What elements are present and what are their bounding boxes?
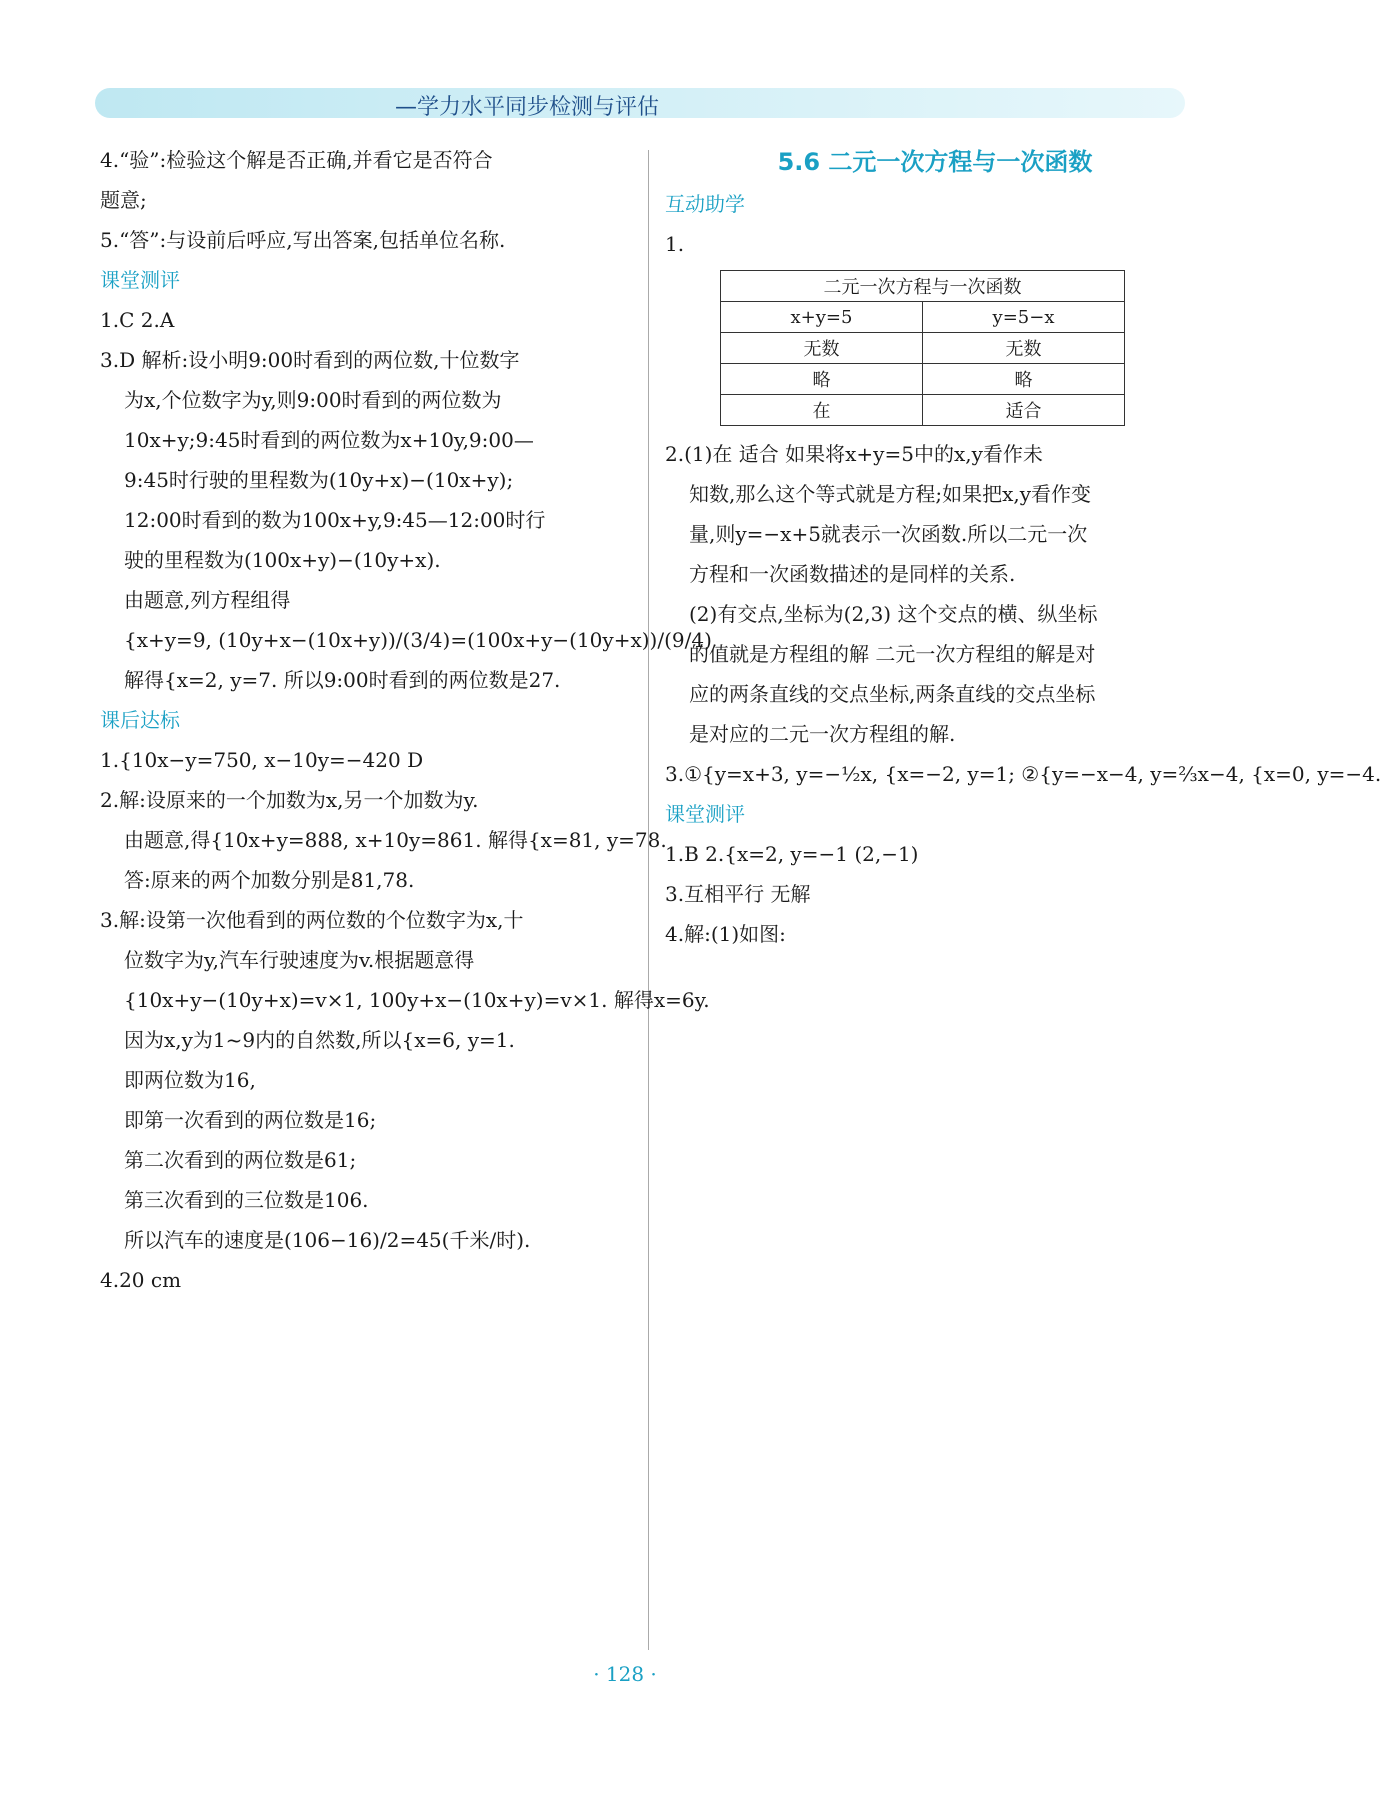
text-line: {x+y=9, (10y+x−(10x+y))/(3/4)=(100x+y−(10y+x))/(9/4) bbox=[124, 628, 712, 652]
section-heading: 课堂测评 bbox=[100, 268, 180, 292]
right-column bbox=[665, 140, 1381, 954]
text-line: 知数,那么这个等式就是方程;如果把x,y看作变 bbox=[689, 482, 1092, 506]
text-line: 4.解:(1)如图: bbox=[665, 922, 786, 946]
text-line: 位数字为y,汽车行驶速度为v.根据题意得 bbox=[124, 948, 475, 972]
text-line: 答:原来的两个加数分别是81,78. bbox=[124, 868, 415, 892]
text-line: 驶的里程数为(100x+y)−(10y+x). bbox=[124, 548, 441, 572]
table-cell: 适合 bbox=[923, 395, 1125, 426]
table-cell: 无数 bbox=[923, 333, 1125, 364]
text-line: 应的两条直线的交点坐标,两条直线的交点坐标 bbox=[689, 682, 1096, 706]
text-line: 为x,个位数字为y,则9:00时看到的两位数为 bbox=[124, 388, 502, 412]
text-line: 4.20 cm bbox=[100, 1268, 182, 1292]
text-line: 2.(1)在 适合 如果将x+y=5中的x,y看作未 bbox=[665, 442, 1043, 466]
text-line: 是对应的二元一次方程组的解. bbox=[689, 722, 956, 746]
section-heading: 课堂测评 bbox=[665, 802, 745, 826]
text-line: {10x+y−(10y+x)=v×1, 100y+x−(10x+y)=v×1. 解得x=6y. bbox=[124, 988, 710, 1012]
text-line: 因为x,y为1~9内的自然数,所以{x=6, y=1. bbox=[124, 1028, 515, 1052]
text-line: 3.①{y=x+3, y=−½x, {x=−2, y=1; ②{y=−x−4, y=⅔x−4, {x=0, y=−4. bbox=[665, 762, 1381, 786]
text-line: 由题意,列方程组得 bbox=[124, 588, 291, 612]
page-number: · 128 · bbox=[593, 1662, 657, 1686]
text-line: 5.“答”:与设前后呼应,写出答案,包括单位名称. bbox=[100, 228, 506, 252]
text-line: 题意; bbox=[100, 188, 147, 212]
table-cell: 略 bbox=[923, 364, 1125, 395]
table-cell: 略 bbox=[721, 364, 923, 395]
table-cell: 无数 bbox=[721, 333, 923, 364]
text-line: 3.解:设第一次他看到的两位数的个位数字为x,十 bbox=[100, 908, 524, 932]
text-line: 即第一次看到的两位数是16; bbox=[124, 1108, 377, 1132]
text-line: 9:45时行驶的里程数为(10y+x)−(10x+y); bbox=[124, 468, 514, 492]
text-line: 3.D 解析:设小明9:00时看到的两位数,十位数字 bbox=[100, 348, 520, 372]
text-line: 即两位数为16, bbox=[124, 1068, 256, 1092]
table-header: 二元一次方程与一次函数 bbox=[721, 271, 1125, 302]
text-line: 3.互相平行 无解 bbox=[665, 882, 811, 906]
text-line: 方程和一次函数描述的是同样的关系. bbox=[689, 562, 1016, 586]
text-line: 1.C 2.A bbox=[100, 308, 175, 332]
text-line: 1.B 2.{x=2, y=−1 (2,−1) bbox=[665, 842, 919, 866]
column-divider bbox=[648, 150, 649, 1650]
text-line: 第二次看到的两位数是61; bbox=[124, 1148, 357, 1172]
text-line: 12:00时看到的数为100x+y,9:45—12:00时行 bbox=[124, 508, 546, 532]
table-cell: y=5−x bbox=[923, 302, 1125, 333]
table-cell: 在 bbox=[721, 395, 923, 426]
text-line: 的值就是方程组的解 二元一次方程组的解是对 bbox=[689, 642, 1096, 666]
item-number: 1. bbox=[665, 232, 685, 256]
section-heading: 互动助学 bbox=[665, 192, 745, 216]
comparison-table bbox=[720, 270, 1125, 426]
text-line: 4.“验”:检验这个解是否正确,并看它是否符合 bbox=[100, 148, 493, 172]
text-line: 第三次看到的三位数是106. bbox=[124, 1188, 369, 1212]
text-line: 解得{x=2, y=7. 所以9:00时看到的两位数是27. bbox=[124, 668, 561, 692]
section-title: 5.6 二元一次方程与一次函数 bbox=[777, 148, 1093, 176]
page-header bbox=[95, 70, 1185, 140]
text-line: (2)有交点,坐标为(2,3) 这个交点的横、纵坐标 bbox=[689, 602, 1098, 626]
text-line: 10x+y;9:45时看到的两位数为x+10y,9:00— bbox=[124, 428, 534, 452]
text-line: 1.{10x−y=750, x−10y=−420 D bbox=[100, 748, 424, 772]
section-heading: 课后达标 bbox=[100, 708, 180, 732]
text-line: 由题意,得{10x+y=888, x+10y=861. 解得{x=81, y=78. bbox=[124, 828, 667, 852]
text-line: 所以汽车的速度是(106−16)/2=45(千米/时). bbox=[124, 1228, 531, 1252]
text-line: 量,则y=−x+5就表示一次函数.所以二元一次 bbox=[689, 522, 1088, 546]
text-line: 2.解:设原来的一个加数为x,另一个加数为y. bbox=[100, 788, 479, 812]
table-cell: x+y=5 bbox=[721, 302, 923, 333]
header-title: —学力水平同步检测与评估 bbox=[395, 95, 660, 120]
